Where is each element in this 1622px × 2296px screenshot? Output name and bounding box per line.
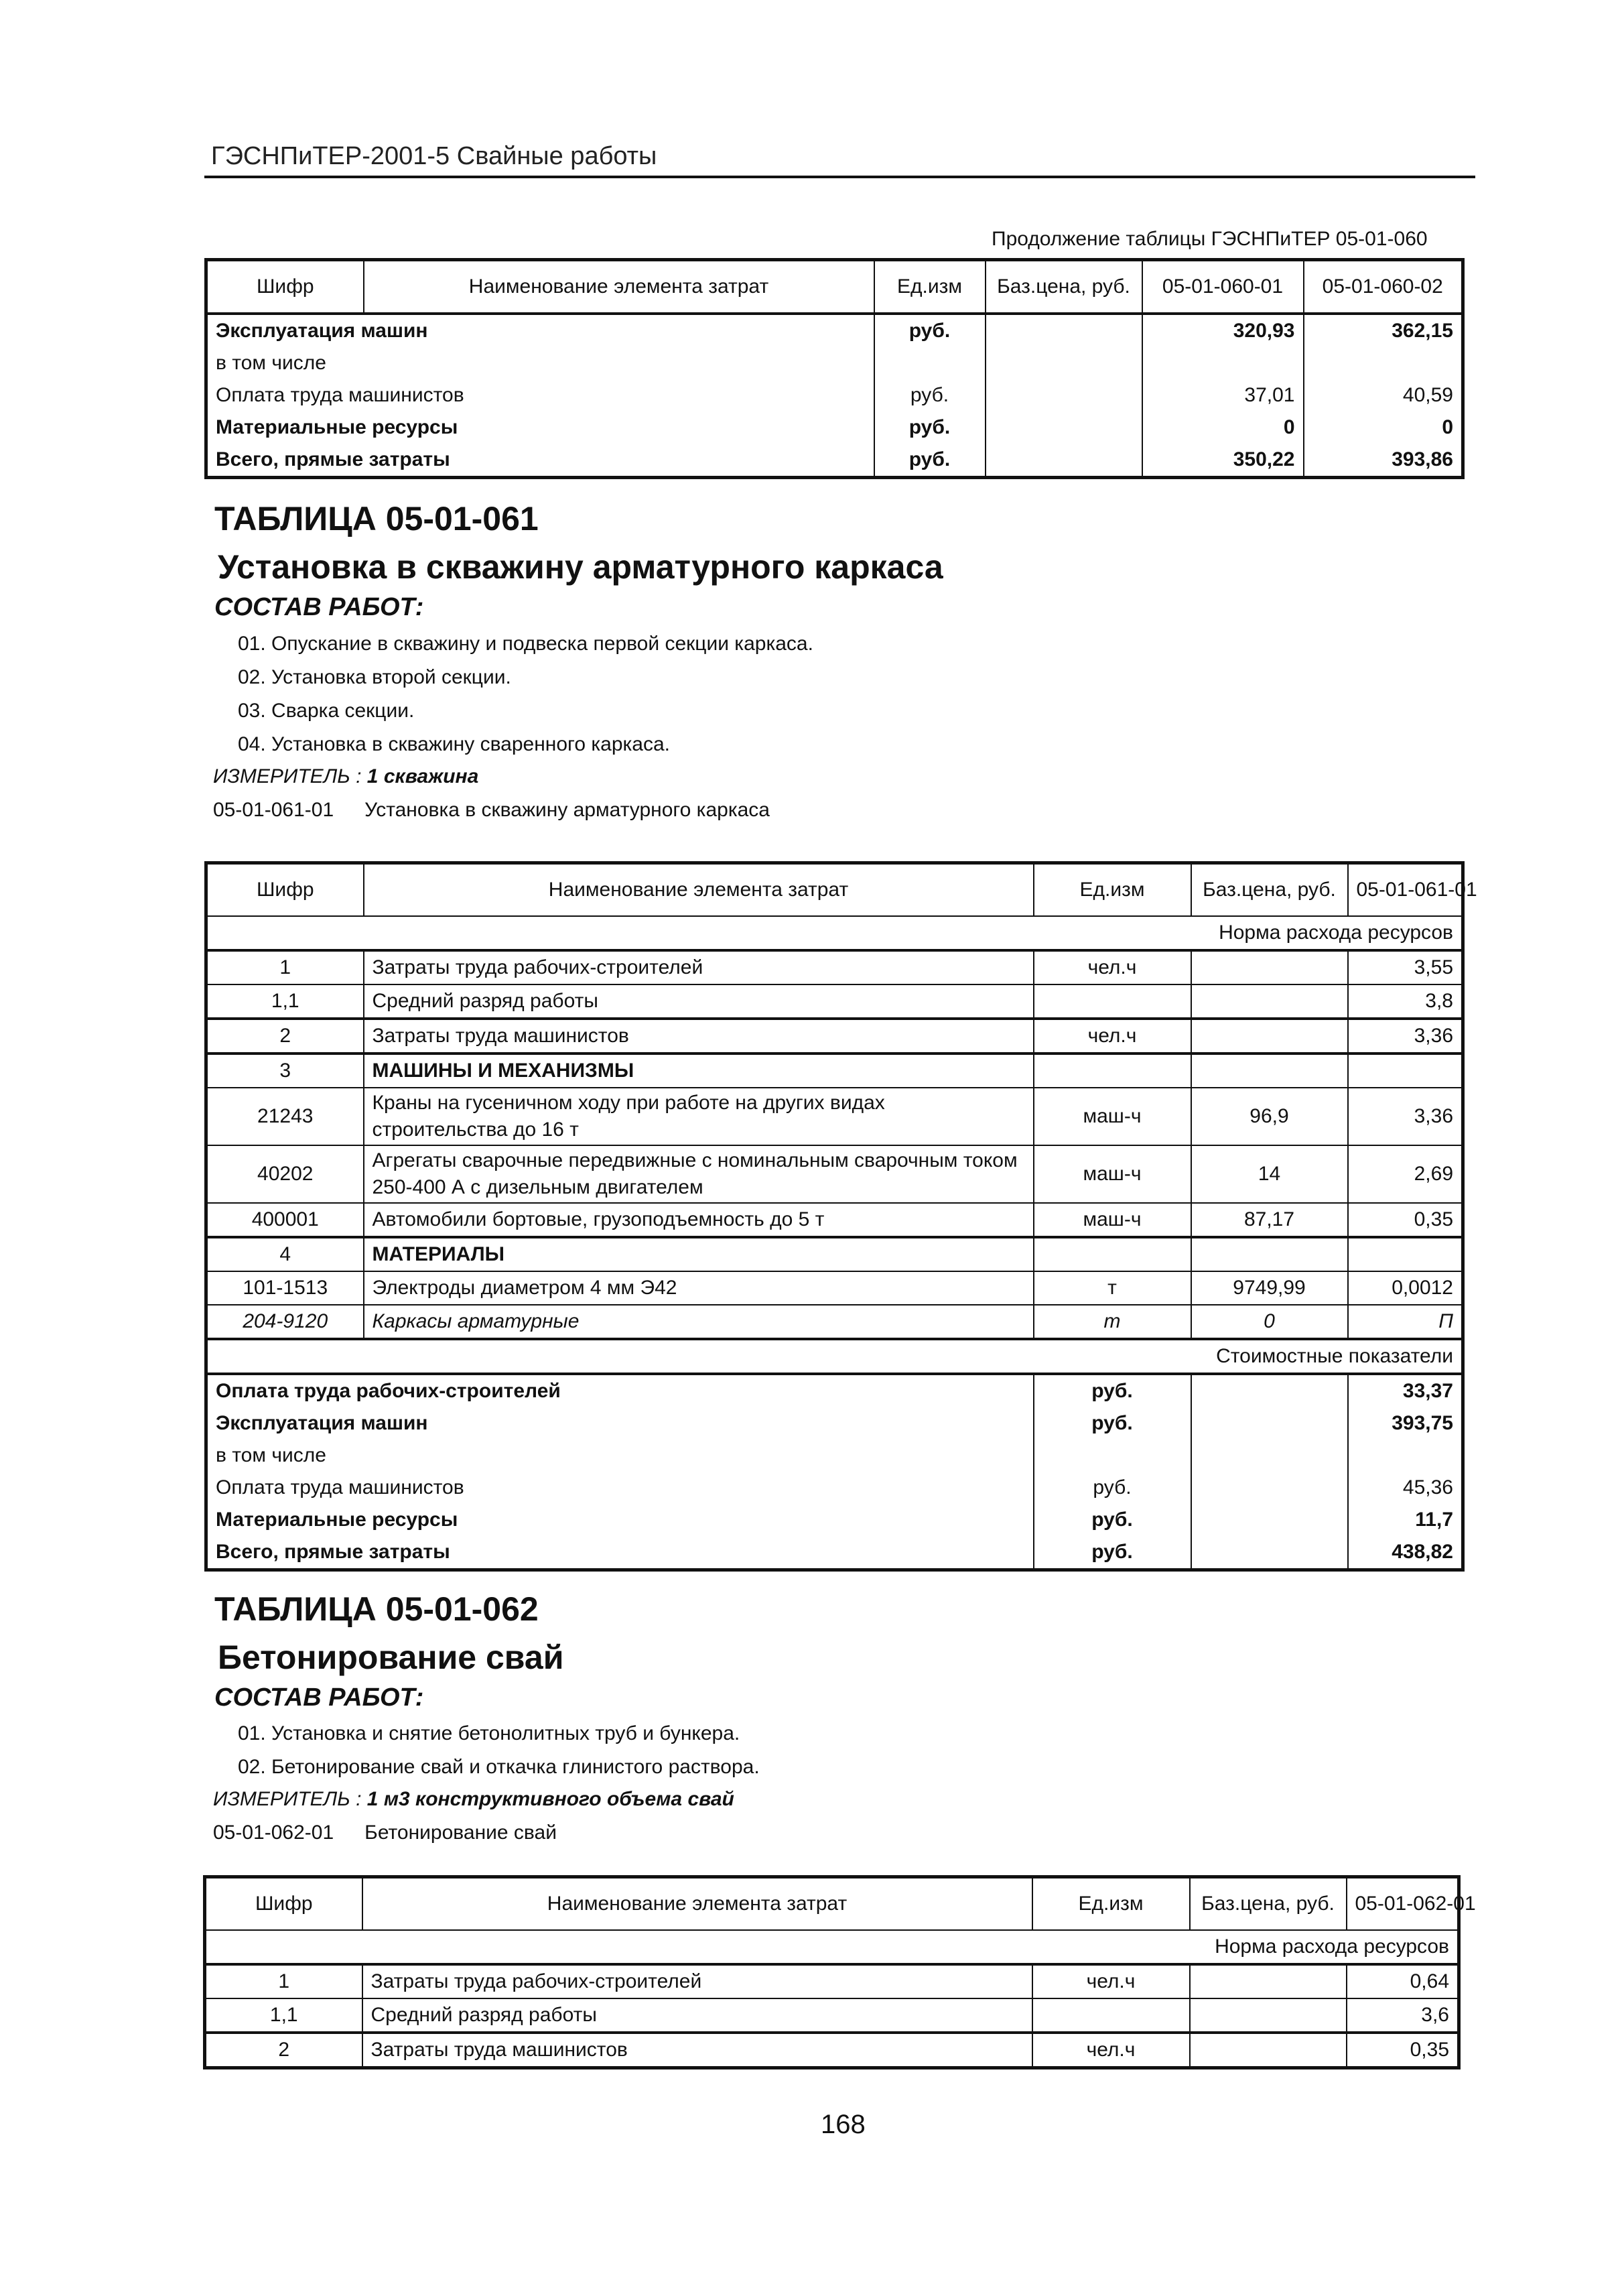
table-subtitle: Бетонирование свай [218,1639,564,1676]
col-header: 05-01-060-02 [1304,260,1463,314]
cost-value: 11,7 [1348,1504,1463,1536]
cost-name: Всего, прямые затраты [206,444,874,478]
work-item: 01. Опускание в скважину и подвеска первой секции каркаса. [238,633,813,655]
row-price: 96,9 [1191,1088,1348,1145]
row-unit: чел.ч [1034,950,1191,984]
col-header: Наименование элемента затрат [364,863,1034,917]
cost-name: Оплата труда машинистов [206,1472,1034,1504]
row-value: П [1348,1305,1463,1339]
cost-name: Оплата труда рабочих-строителей [206,1374,1034,1407]
cost-name: Эксплуатация машин [206,314,874,347]
row-price [1190,2033,1347,2068]
table-061 [204,861,1477,1572]
cost-unit: руб. [1034,1536,1191,1570]
header-rule [204,176,1475,178]
col-header: Наименование элемента затрат [362,1877,1032,1931]
col-header: Наименование элемента затрат [364,260,874,314]
row-code: 1,1 [206,984,364,1019]
cost-unit: руб. [1034,1374,1191,1407]
row-value: 3,55 [1348,950,1463,984]
norma-caption: Норма расхода ресурсов [205,1930,1459,1964]
row-name: Каркасы арматурные [364,1305,1034,1339]
row-value: 0,64 [1347,1964,1459,1998]
cost-name: Оплата труда машинистов [206,379,874,411]
table-062 [203,1875,1476,2069]
continuation-note: Продолжение таблицы ГЭСНПиТЕР 05-01-060 [992,228,1428,250]
row-price: 9749,99 [1191,1271,1348,1305]
row-name: Средний разряд работы [362,1998,1032,2033]
cost-value: 362,15 [1304,314,1463,347]
row-name: Затраты труда машинистов [362,2033,1032,2068]
running-header: ГЭСНПиТЕР-2001-5 Свайные работы [211,142,657,170]
col-header: Шифр [205,1877,362,1931]
cost-unit: руб. [1034,1504,1191,1536]
col-header: Баз.цена, руб. [1191,863,1348,917]
row-unit: чел.ч [1034,1019,1191,1054]
measure-unit: ИЗМЕРИТЕЛЬ : 1 скважина [213,765,479,787]
work-item: 04. Установка в скважину сваренного каркаса. [238,733,670,755]
row-price [1191,1019,1348,1054]
cost-unit: руб. [874,444,986,478]
table-060 [204,258,1465,479]
row-code: 1 [206,950,364,984]
cost-value: 40,59 [1304,379,1463,411]
work-item: 02. Установка второй секции. [238,666,511,688]
row-code: 2 [205,2033,362,2068]
row-unit: маш-ч [1034,1088,1191,1145]
work-item: 02. Бетонирование свай и откачка глинистого раствора. [238,1756,760,1778]
cost-unit: руб. [874,411,986,444]
row-price [1190,1998,1347,2033]
col-header: Ед.изм [1034,863,1191,917]
row-value: 0,35 [1347,2033,1459,2068]
row-name: Краны на гусеничном ходу при работе на других видах строительства до 16 т [364,1088,1034,1145]
cost-value: 0 [1142,411,1304,444]
row-name: Электроды диаметром 4 мм Э42 [364,1271,1034,1305]
row-price: 87,17 [1191,1203,1348,1237]
row-code: 101-1513 [206,1271,364,1305]
row-unit: т [1034,1305,1191,1339]
row-unit: т [1034,1271,1191,1305]
row-code: 1 [205,1964,362,1998]
row-name: Агрегаты сварочные передвижные с номинальным сварочным током 250-400 А с дизельным двигателем [364,1145,1034,1203]
cost-value: 393,75 [1348,1407,1463,1440]
col-header: 05-01-061-01 [1348,863,1463,917]
col-header: Баз.цена, руб. [986,260,1142,314]
norm-code-line: 05-01-062-01 Бетонирование свай [213,1822,557,1844]
work-item: 03. Сварка секции. [238,700,415,722]
row-unit: маш-ч [1034,1203,1191,1237]
cost-unit: руб. [874,379,986,411]
cost-value: 350,22 [1142,444,1304,478]
row-unit: маш-ч [1034,1145,1191,1203]
row-code: 1,1 [205,1998,362,2033]
cost-value: 37,01 [1142,379,1304,411]
row-value: 3,36 [1348,1019,1463,1054]
row-price: 0 [1191,1305,1348,1339]
sostav-heading: СОСТАВ РАБОТ: [214,1683,424,1712]
page-number: 168 [821,2110,866,2139]
row-name: Автомобили бортовые, грузоподъемность до 5 т [364,1203,1034,1237]
cost-name: Всего, прямые затраты [206,1536,1034,1570]
row-code: 40202 [206,1145,364,1203]
row-code: 4 [206,1237,364,1271]
cost-unit: руб. [1034,1472,1191,1504]
row-code: 400001 [206,1203,364,1237]
cost-unit: руб. [1034,1407,1191,1440]
row-name: Средний разряд работы [364,984,1034,1019]
row-name: Затраты труда машинистов [364,1019,1034,1054]
cost-name: Материальные ресурсы [206,1504,1034,1536]
cost-name: Материальные ресурсы [206,411,874,444]
row-price [1190,1964,1347,1998]
col-header: Ед.изм [1032,1877,1190,1931]
col-header: 05-01-062-01 [1347,1877,1459,1931]
row-name: МАШИНЫ И МЕХАНИЗМЫ [364,1054,1034,1088]
row-price [1191,984,1348,1019]
row-value: 2,69 [1348,1145,1463,1203]
cost-value: 320,93 [1142,314,1304,347]
col-header: Баз.цена, руб. [1190,1877,1347,1931]
row-code: 3 [206,1054,364,1088]
row-value: 3,6 [1347,1998,1459,2033]
row-price [1191,950,1348,984]
row-name: Затраты труда рабочих-строителей [364,950,1034,984]
table-title: ТАБЛИЦА 05-01-062 [214,1590,539,1628]
stoim-caption: Стоимостные показатели [206,1339,1463,1374]
sostav-heading: СОСТАВ РАБОТ: [214,593,424,621]
cost-value: 438,82 [1348,1536,1463,1570]
cost-name: в том числе [206,1440,1034,1472]
row-unit [1034,984,1191,1019]
norm-code-line: 05-01-061-01 Установка в скважину арматурного каркаса [213,799,770,821]
row-value: 0,0012 [1348,1271,1463,1305]
col-header: Шифр [206,863,364,917]
col-header: Шифр [206,260,364,314]
cost-name: Эксплуатация машин [206,1407,1034,1440]
row-value: 3,8 [1348,984,1463,1019]
table-title: ТАБЛИЦА 05-01-061 [214,500,539,537]
col-header: 05-01-060-01 [1142,260,1304,314]
row-unit: чел.ч [1032,2033,1190,2068]
row-name: Затраты труда рабочих-строителей [362,1964,1032,1998]
work-item: 01. Установка и снятие бетонолитных труб и бункера. [238,1722,740,1744]
cost-name: в том числе [206,347,874,379]
cost-value: 393,86 [1304,444,1463,478]
row-code: 2 [206,1019,364,1054]
measure-unit: ИЗМЕРИТЕЛЬ : 1 м3 конструктивного объема свай [213,1788,734,1810]
cost-value: 0 [1304,411,1463,444]
row-code: 204-9120 [206,1305,364,1339]
row-unit [1032,1998,1190,2033]
col-header: Ед.изм [874,260,986,314]
row-code: 21243 [206,1088,364,1145]
row-unit: чел.ч [1032,1964,1190,1998]
norma-caption: Норма расхода ресурсов [206,916,1463,950]
row-name: МАТЕРИАЛЫ [364,1237,1034,1271]
row-price: 14 [1191,1145,1348,1203]
cost-value: 45,36 [1348,1472,1463,1504]
table-subtitle: Установка в скважину арматурного каркаса [218,548,943,586]
cost-unit: руб. [874,314,986,347]
row-value: 0,35 [1348,1203,1463,1237]
cost-value: 33,37 [1348,1374,1463,1407]
row-value: 3,36 [1348,1088,1463,1145]
